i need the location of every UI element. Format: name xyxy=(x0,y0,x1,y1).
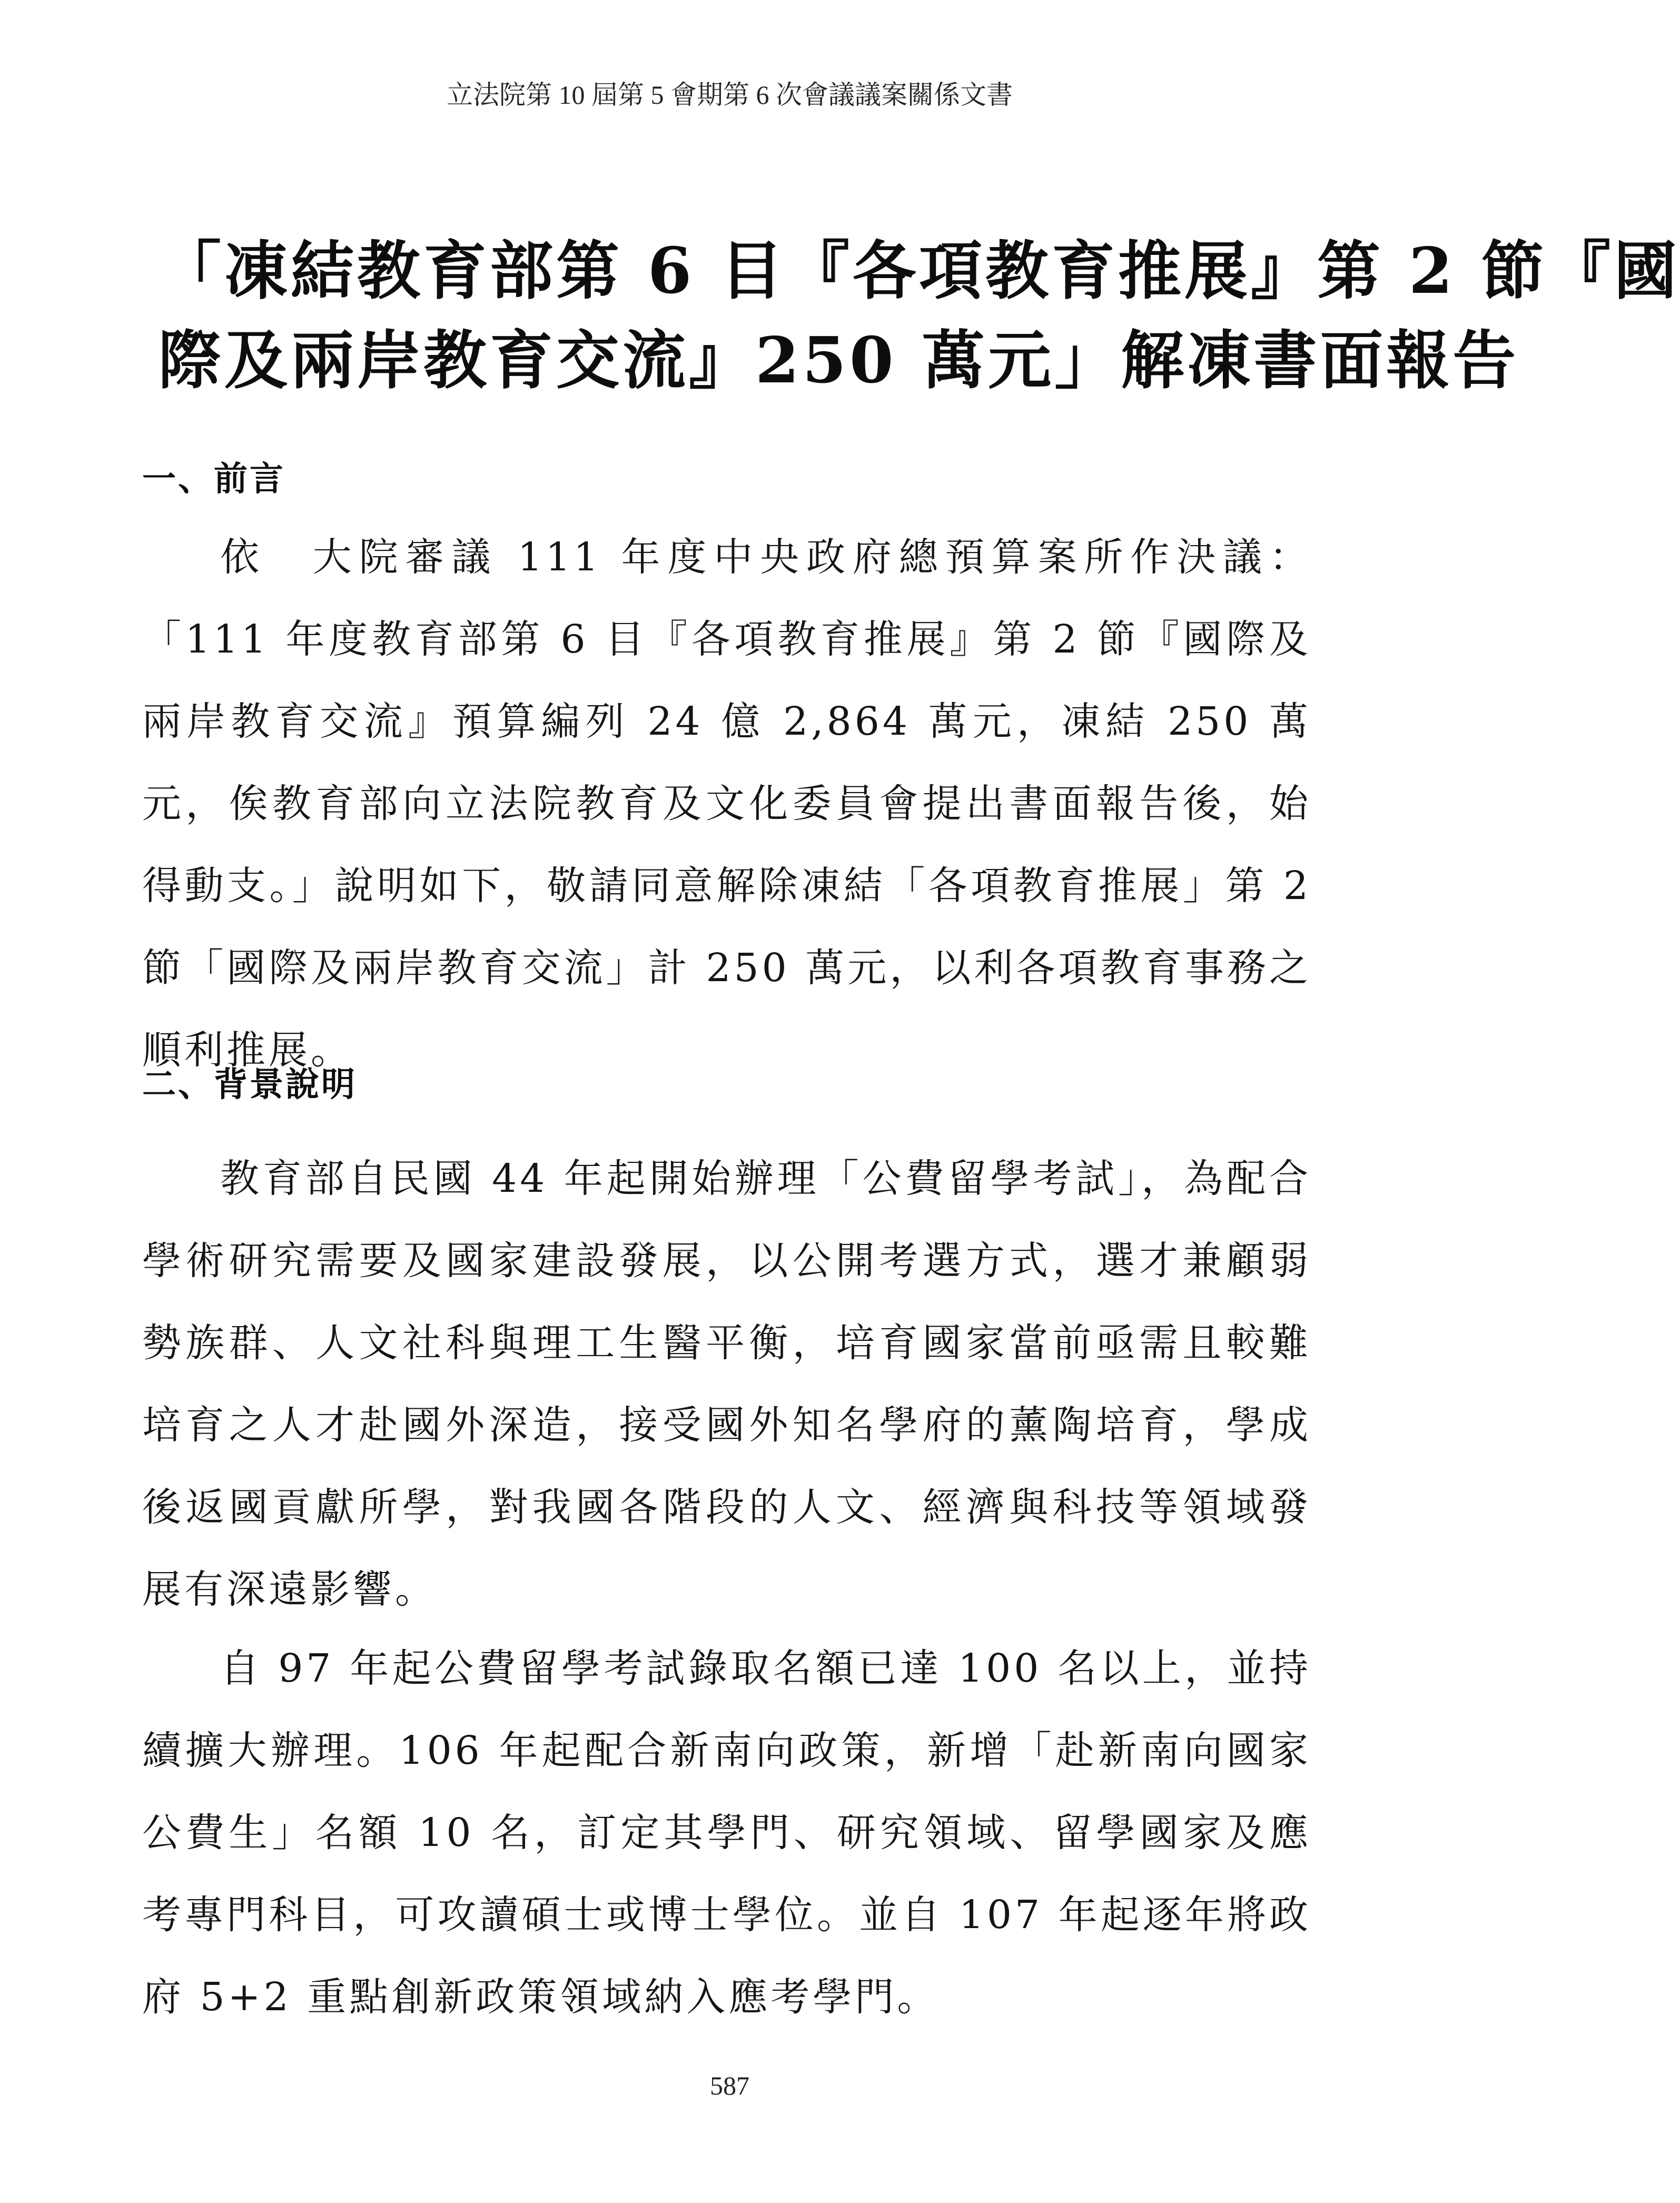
section-heading-background: 二、背景說明 xyxy=(142,1065,357,1104)
document-title-line-1: 「凍結教育部第 6 目『各項教育推展』第 2 節『國 xyxy=(158,234,1680,308)
document-title-line-2: 際及兩岸教育交流』250 萬元」解凍書面報告 xyxy=(158,323,1519,398)
page-number: 587 xyxy=(710,2071,749,2100)
section-heading-preface: 一、前言 xyxy=(142,459,285,499)
running-header: 立法院第 10 屆第 5 會期第 6 次會議議案關係文書 xyxy=(447,80,1013,110)
paragraph-background-1: 教育部自民國 44 年起開始辦理「公費留學考試」，為配合學術研究需要及國家建設發展，以公開考選方式，選才兼顧弱勢族群、人文社科與理工生醫平衡，培育國家當前亟需且較難培育之人才赴國外深造，接受國外知名學府的薰陶培育，學成後返國貢獻所學，對我國各階段的人文、經濟與科技等領域發展有深遠影響。 xyxy=(142,1156,1311,1612)
paragraph-background-2: 自 97 年起公費留學考試錄取名額已達 100 名以上，並持續擴大辦理。106 年起配合新南向政策，新增「赴新南向國家公費生」名額 10 名，訂定其學門、研究領域、留學國家及應考專門科目，可攻讀碩士或博士學位。並自 107 年起逐年將政府 5+2 重點創新政策領域納入應考學門。 xyxy=(142,1646,1311,2020)
document-title xyxy=(158,226,1680,406)
paragraph-preface: 依 大院審議 111 年度中央政府總預算案所作決議：「111 年度教育部第 6 目『各項教育推展』第 2 節『國際及兩岸教育交流』預算編列 24 億 2,864 萬元，凍結 250 萬元，俟教育部向立法院教育及文化委員會提出書面報告後，始得動支。」說明如下，敬請同意解除凍結「各項教育推展」第 2 節「國際及兩岸教育交流」計 250 萬元，以利各項教育事務之順利推展。 xyxy=(142,535,1311,1073)
